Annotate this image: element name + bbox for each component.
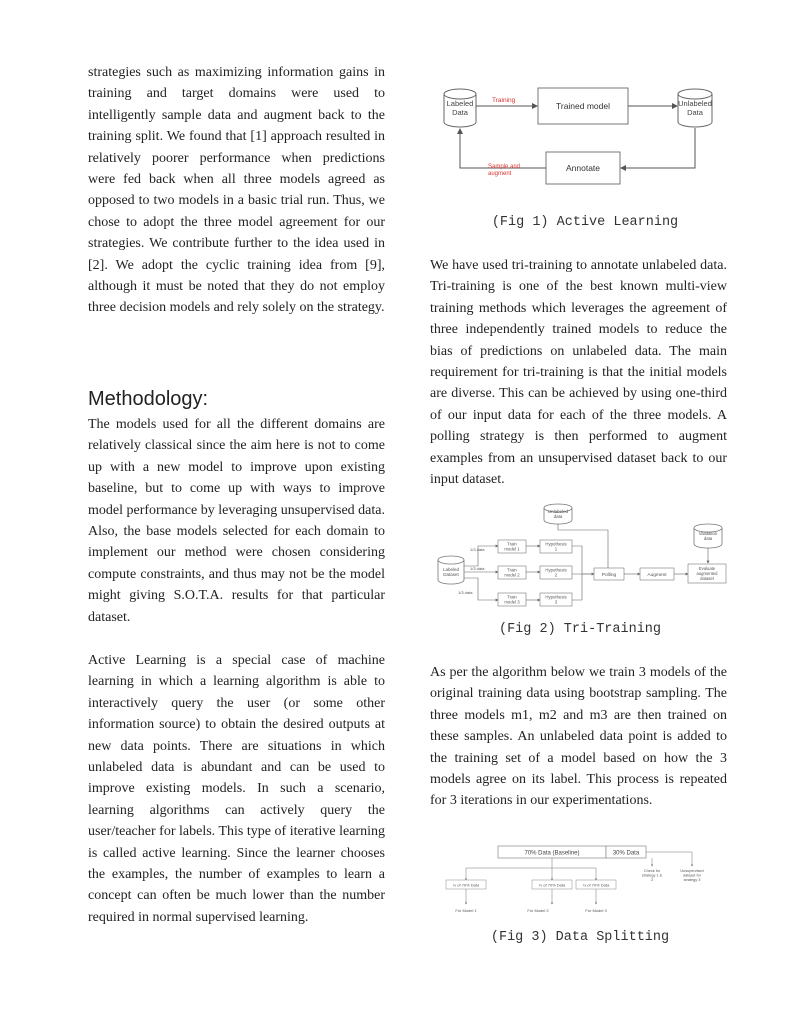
section-heading-methodology: Methodology: (88, 388, 209, 410)
svg-text:Labeled: Labeled (442, 567, 460, 572)
fig2-hypothesis-1 (540, 540, 572, 553)
methodology-block (88, 414, 385, 628)
svg-text:Validation: Validation (698, 531, 718, 536)
svg-text:Hypothesis: Hypothesis (545, 541, 567, 547)
svg-text:model 3: model 3 (504, 599, 520, 605)
svg-text:⅓ of 70% Data: ⅓ of 70% Data (582, 882, 610, 888)
svg-text:strategy 3: strategy 3 (683, 878, 701, 882)
algorithm-paragraph: As per the algorithm below we train 3 models of the original training data using bootstrap sampling. The three models m1, m2 and m3 are then trained on these samples. An unlabeled data point is added to the training set of a model based on how the 3 models agree on its label. This process is repeated for 3 iterations in our experimentations. (430, 665, 727, 809)
svg-text:Hypothesis: Hypothesis (545, 594, 567, 600)
fig1-caption: (Fig 1) Active Learning (491, 215, 679, 230)
left-column (88, 62, 385, 319)
svg-text:Dataset: Dataset (443, 572, 459, 577)
figure-tri-training (430, 500, 730, 612)
svg-text:70% Data (Baseline): 70% Data (Baseline) (524, 850, 580, 857)
intro-paragraph: strategies such as maximizing information gains in training and target domains were used to intelligently sample data and augment back to the training split. We found that [1] approach resulted in relatively poorer performance when predictions were fed back when all three models agreed as opposed to two models in a basic trial run. Thus, we chose to adopt the three model agreement for our strategies. We contribute further to the idea used in [2]. We adopt the cyclic training idea from [9], although it must be noted that they do not employ three decision models and rely solely on the strategy. (88, 65, 385, 316)
svg-text:3: 3 (554, 599, 558, 605)
sample-augment-label: Sample and (488, 164, 521, 170)
tri-training-block (430, 255, 727, 490)
svg-text:data: data (703, 536, 713, 541)
fig2-polling-label: Polling (601, 573, 617, 578)
tri-training-paragraph: We have used tri-training to annotate unlabeled data. Tri-training is one of the best known multi-view training methods which leverages the agreement of three independently trained models to reduce the bias of predictions on unlabeled data. The main requirement for tri-training is that the initial models are diverse. This can be achieved by using one-third of our input data for each of the three models. A polling strategy is then performed to augment examples from an unsupervised dataset back to our input dataset. (430, 258, 727, 488)
svg-text:Unlabeled: Unlabeled (678, 99, 712, 108)
svg-text:Labeled: Labeled (446, 99, 474, 108)
fig2-train-model-3 (498, 593, 526, 606)
figure-active-learning (430, 78, 730, 200)
svg-text:⅓ of 70% Data: ⅓ of 70% Data (452, 882, 480, 888)
annotate-label: Annotate (565, 163, 601, 173)
figure-data-splitting (440, 842, 730, 922)
labeled-data-cylinder (444, 89, 476, 127)
svg-text:data: data (553, 514, 563, 519)
fig2-train-model-1 (498, 540, 526, 553)
fig3-caption: (Fig 3) Data Splitting (490, 930, 670, 945)
svg-text:model 1: model 1 (504, 546, 520, 552)
algorithm-block (430, 662, 727, 812)
fig2-hypothesis-3 (540, 593, 572, 606)
svg-text:dataset: dataset (700, 576, 714, 581)
svg-text:1/3 data: 1/3 data (470, 566, 485, 571)
fig2-unlabeled-cylinder (544, 504, 572, 524)
svg-text:1: 1 (554, 546, 558, 552)
svg-text:Train: Train (507, 541, 517, 547)
svg-text:Data: Data (452, 108, 468, 117)
fig2-caption: (Fig 2) Tri-Training (498, 622, 662, 637)
svg-text:augmented: augmented (696, 571, 718, 576)
svg-text:For Model 3: For Model 3 (585, 908, 607, 913)
svg-text:dataset for: dataset for (683, 873, 701, 878)
svg-text:Hypothesis: Hypothesis (545, 567, 567, 573)
trained-model-label: Trained model (555, 101, 611, 111)
fig2-train-model-2 (498, 566, 526, 579)
svg-text:30% Data: 30% Data (612, 850, 640, 857)
svg-text:Unlabeled: Unlabeled (547, 509, 569, 514)
svg-text:⅓ of 70% Data: ⅓ of 70% Data (538, 882, 566, 888)
svg-text:For Model 2: For Model 2 (527, 908, 549, 913)
svg-text:strategy 1 &: strategy 1 & (641, 873, 663, 878)
svg-text:1/3 data: 1/3 data (458, 590, 473, 595)
svg-text:1/3 data: 1/3 data (470, 547, 485, 552)
svg-text:Train: Train (507, 567, 517, 573)
fig2-augment-label: Augment (647, 573, 667, 578)
svg-text:Data: Data (687, 108, 703, 117)
svg-text:model 2: model 2 (504, 572, 520, 578)
svg-text:For Model 1: For Model 1 (455, 908, 477, 913)
svg-text:Check for: Check for (643, 869, 661, 873)
svg-text:Evaluate: Evaluate (698, 566, 716, 571)
svg-text:augment: augment (488, 171, 512, 177)
fig2-hypothesis-2 (540, 566, 572, 579)
training-label: Training (492, 97, 516, 104)
svg-text:Train: Train (507, 594, 517, 600)
methodology-paragraph: The models used for all the different domains are relatively classical since the aim here is not to come up with a new model to improve upon existing baseline, but to come up with ways to improve model performance by leveraging unsupervised data. Also, the base models selected for each domain to implement our method were chosen considering compute constraints, and thus may not be the model might giving S.O.T.A. results for that particular dataset. (88, 417, 386, 625)
svg-text:2: 2 (650, 878, 654, 882)
unlabeled-data-cylinder (678, 89, 712, 127)
active-learning-paragraph: Active Learning is a special case of machine learning in which a learning algorithm is able to interactively query the user (or some other information source) to obtain the desired outputs at new data points. There are situations in which unlabeled data is abundant and can be used to improve existing models. In such a scenario, learning algorithms can actively query the user/teacher for labels. This type of iterative learning is called active learning. Since the learner chooses the examples, the number of examples to learn a concept can often be much lower than the number required in normal supervised learning. (88, 653, 385, 925)
active-learning-block (88, 650, 385, 928)
fig2-validation-cylinder (694, 524, 722, 548)
svg-text:Unsupervised: Unsupervised (680, 869, 704, 873)
svg-text:2: 2 (554, 572, 558, 578)
fig2-labeled-cylinder (438, 556, 464, 584)
